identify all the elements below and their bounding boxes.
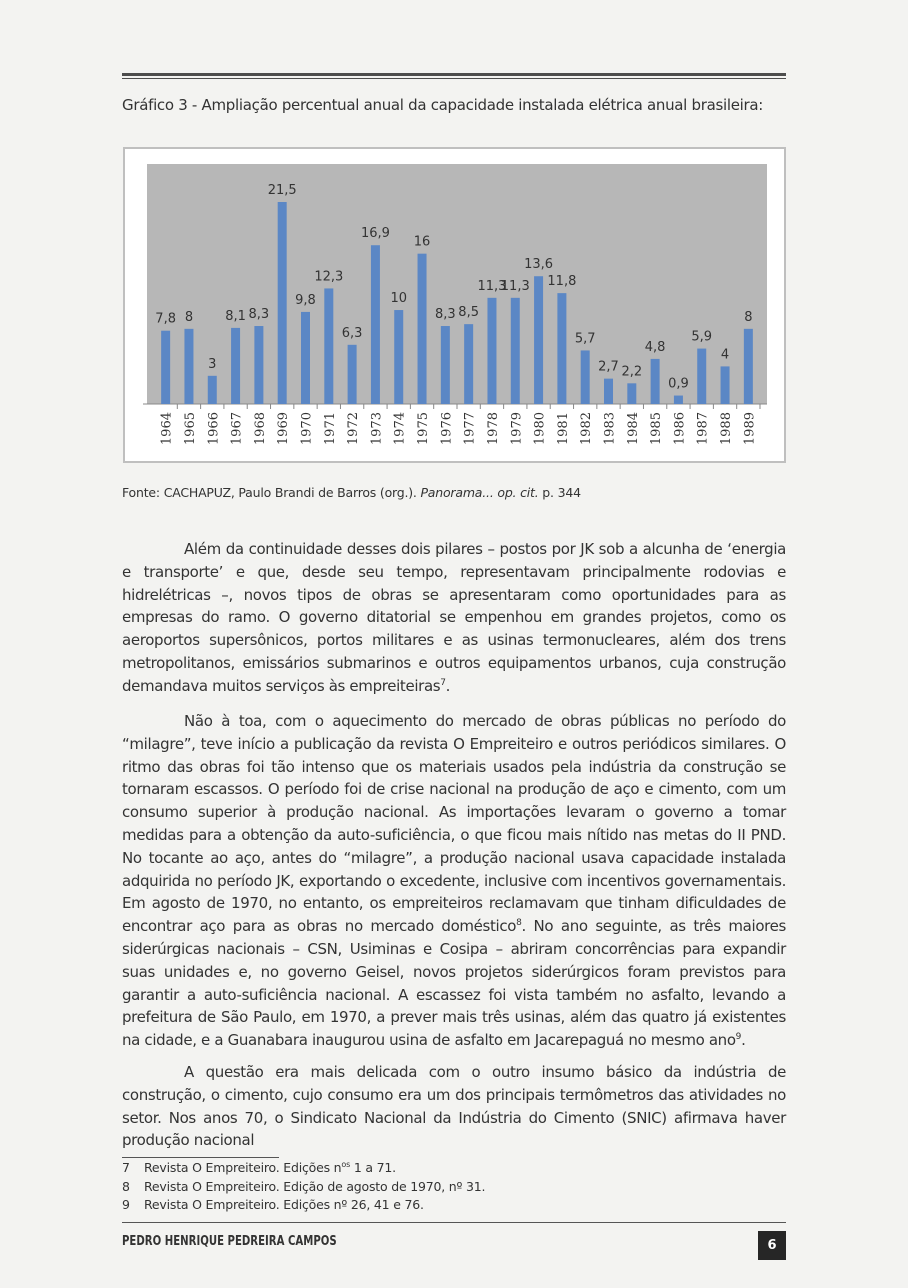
bar [184,329,193,404]
x-tick-label: 1983 [602,412,618,446]
bar [254,326,263,404]
bar [581,350,590,404]
bar [278,202,287,404]
paragraph-3 [122,1061,786,1152]
data-label: 8,1 [225,308,246,324]
x-tick-label: 1988 [719,412,735,446]
x-tick-label: 1966 [206,412,222,446]
bar [231,328,240,404]
x-tick-label: 1976 [439,412,455,446]
footnote-8 [122,1179,485,1194]
data-label: 4,8 [644,339,666,355]
x-tick-label: 1985 [649,412,665,446]
source-prefix: Fonte: CACHAPUZ, Paulo Brandi de Barros (org.). [122,485,421,500]
x-tick-label: 1980 [532,412,548,446]
footnote-number: 9 [122,1197,130,1212]
bar [627,383,636,404]
data-label: 7,8 [155,311,176,327]
data-label: 8 [744,309,753,325]
x-tick-label: 1975 [416,412,432,446]
x-tick-label: 1964 [159,412,175,446]
footnote-ref-7: 7 [440,677,446,688]
source-suffix: p. 344 [538,485,581,500]
bar [721,366,730,404]
footnote-text: Revista O Empreiteiro. Edições n [144,1160,342,1176]
data-label: 8,3 [248,307,270,323]
top-rule [122,73,786,76]
paragraph-1: Além da continuidade desses dois pilares – postos por JK sob a alcunha de ‘energia e transporte’ e que, desde seu tempo, representavam principalmente rodovias e hidrelétricas –, novos tipos de obras se apresentaram como oportunidades para as empresas do ramo. O governo ditatorial se empenhou em grandes projetos, como os aeroportos supersônicos, portos militares e as usinas termonucleares, além dos trens metropolitanos, emissários submarinos e outros equipamentos urbanos, cuja construção demandava muitos serviços às empreiteiras$^7$. [122,540,786,695]
x-tick-label: 1971 [322,412,338,446]
x-tick-label: 1965 [182,412,198,446]
bar [534,276,543,404]
x-tick-label: 1973 [369,412,385,446]
data-label: 16,9 [360,226,390,242]
data-label: 8,3 [435,307,456,323]
footnote-text-end: 1 a 71. [350,1160,396,1176]
x-tick-label: 1970 [299,412,315,446]
data-label: 11,3 [477,278,507,294]
data-label: 0,9 [668,376,689,392]
footnote-ref-9: 9 [735,1032,742,1043]
bar [418,254,427,404]
chart-caption: Gráfico 3 - Ampliação percentual anual da capacidade instalada elétrica anual brasileira: [122,96,764,114]
bar [371,245,380,404]
x-tick-label: 1989 [742,412,758,446]
data-label: 11,8 [547,274,577,290]
paragraph-3-text: A questão era mais delicada com o outro insumo básico da indústria de construção, o cimento, cujo consumo era um dos principais termômetros das atividades no setor. Nos anos 70, o Sindicato Nacional da Indústria do Cimento (SNIC) afirmava haver produção nacional [122,1063,786,1150]
bar [487,298,496,404]
paragraph-2: Não à toa, com o aquecimento do mercado de obras públicas no período do “milagre”, teve início a publicação da revista O Empreiteiro e outros periódicos similares. O ritmo das obras foi tão intenso que os materiais usados pela indústria da construção se tornaram escassos. O período foi de crise nacional na produção de aço e cimento, com um consumo superior à produção nacional. As importações levaram o governo a tomar medidas para a obtenção da auto-suficiência, o que ficou mais nítido nas metas do II PND. No tocante ao aço, antes do “milagre”, a produção nacional usava capacidade instalada adquirida no período JK, exportando o excedente, inclusive com incentivos governamentais. Em agosto de 1970, no entanto, os empreiteiros reclamavam que tinham dificuldades de encontrar aço para as obras no mercado doméstico$^8$. No ano seguinte, as três maiores siderúrgicas nacionais – CSN, Usiminas e Cosipa – abriram concorrências para expandir suas unidades e, no governo Geisel, novos projetos siderúrgicos foram previstos para garantir a auto-suficiência nacional. A escassez foi vista também no asfalto, levando a prefeitura de São Paulo, em 1970, a prever mais três usinas, além das quatro já existentes na cidade, e a Guanabara inaugurou usina de asfalto em Jacarepaguá no mesmo ano$^9$. [122,712,786,1050]
chart-frame [123,147,786,463]
paragraph-1-text: Além da continuidade desses dois pilares – postos por JK sob a alcunha de ‘energia e transporte’ e que, desde seu tempo, representavam principalmente rodovias e hidrelétricas –, novos tipos de obras se apresentaram como oportunidades para as empresas do ramo. O governo ditatorial se empenhou em grandes projetos, como os aeroportos supersônicos, portos militares e as usinas termonucleares, além dos trens metropolitanos, emissários submarinos e outros equipamentos urbanos, cuja construção demandava muitos serviços às empreiteiras [122,540,786,695]
data-label: 6,3 [341,325,363,341]
bar [604,379,613,404]
footer-rule [122,1222,786,1223]
x-tick-label: 1967 [229,412,245,446]
bar-chart [125,149,784,461]
data-label: 21,5 [267,183,297,198]
data-label: 2,7 [598,359,619,375]
chart-source [122,485,581,500]
x-tick-label: 1968 [252,412,268,446]
footer-author: PEDRO HENRIQUE PEDREIRA CAMPOS [122,1234,337,1249]
bar [208,376,217,404]
paragraph-2-text-b: . No ano seguinte, as três maiores siderúrgicas nacionais – CSN, Usiminas e Cosipa – abriram concorrências para expandir suas unidades e, no governo Geisel, novos projetos siderúrgicos foram previstos para garantir a auto-suficiência nacional. A escassez foi vista também no asfalto, levando a prefeitura de São Paulo, em 1970, a prever mais três usinas, além das quatro já existentes na cidade, e a Guanabara inaugurou usina de asfalto em Jacarepaguá no mesmo ano [122,917,786,1050]
footnote-text: Revista O Empreiteiro. Edições nº 26, 41 e 76. [144,1197,424,1212]
data-label: 5,9 [691,329,713,345]
x-tick-label: 1981 [555,412,571,446]
footnote-7 [122,1160,396,1175]
x-tick-label: 1978 [485,412,501,446]
data-label: 2,2 [621,364,643,380]
bar [301,312,310,404]
footnote-9 [122,1197,424,1212]
bar [324,288,333,404]
data-label: 11,3 [500,278,530,294]
paragraph-2-text-a: Não à toa, com o aquecimento do mercado de obras públicas no período do “milagre”, teve início a publicação da revista O Empreiteiro e outros periódicos similares. O ritmo das obras foi tão intenso que os materiais usados pela indústria da construção se tornaram escassos. O período foi de crise nacional na produção de aço e cimento, com um consumo superior à produção nacional. As importações levaram o governo a tomar medidas para a obtenção da auto-suficiência, o que ficou mais nítido nas metas do II PND. No tocante ao aço, antes do “milagre”, a produção nacional usava capacidade instalada adquirida no período JK, exportando o excedente, inclusive com incentivos governamentais. Em agosto de 1970, no entanto, os empreiteiros reclamavam que tinham dificuldades de encontrar aço para as obras no mercado doméstico [122,712,786,936]
x-tick-label: 1979 [509,412,525,446]
data-label: 8 [184,309,194,325]
data-label: 4 [720,347,730,363]
bar [674,396,683,404]
bar [744,329,753,404]
x-tick-label: 1987 [695,412,711,446]
bar [557,293,566,404]
bar [441,326,450,404]
data-label: 12,3 [314,269,344,285]
bar [394,310,403,404]
data-label: 10 [390,291,408,307]
data-label: 5,7 [574,331,596,347]
data-label: 16 [413,234,431,250]
page-number: 6 [758,1231,786,1260]
bar [511,298,520,404]
bar [161,331,170,404]
data-label: 9,8 [295,292,316,308]
data-label: 3 [208,356,217,372]
data-label: 8,5 [458,305,479,321]
footnote-number: 7 [122,1160,130,1176]
footnote-sup: os [341,1160,351,1169]
bar [697,349,706,404]
top-rule-thin [122,78,786,79]
source-title: Panorama... op. cit. [420,485,539,500]
footnote-number: 8 [122,1179,130,1194]
x-tick-label: 1982 [579,412,595,446]
footnote-ref-8: 8 [516,918,522,929]
footnote-rule [122,1157,279,1158]
bar [348,345,357,404]
footnote-text: Revista O Empreiteiro. Edição de agosto de 1970, nº 31. [144,1179,486,1194]
bar [651,359,660,404]
x-tick-label: 1969 [276,412,292,446]
x-tick-label: 1984 [625,411,641,446]
x-tick-label: 1972 [346,412,362,446]
x-tick-label: 1974 [392,412,408,446]
data-label: 13,6 [524,257,554,273]
x-tick-label: 1986 [672,412,688,446]
x-tick-label: 1977 [462,412,478,446]
bar [464,324,473,404]
